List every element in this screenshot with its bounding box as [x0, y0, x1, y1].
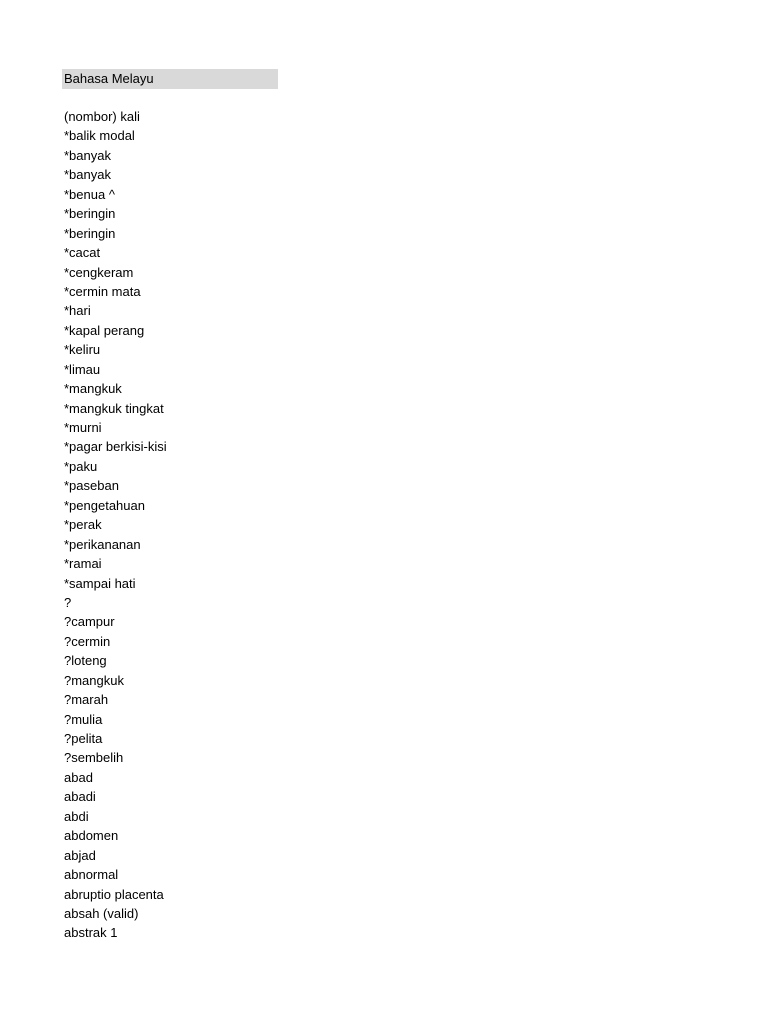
word-cell[interactable]: *beringin — [64, 225, 116, 241]
word-cell[interactable]: *mangkuk tingkat — [64, 400, 164, 416]
word-cell[interactable]: *perak — [64, 517, 102, 533]
word-cell[interactable]: *paku — [64, 458, 98, 474]
word-cell[interactable]: ?sembelih — [64, 750, 124, 766]
word-list — [64, 107, 167, 943]
word-cell[interactable]: abstrak 1 — [64, 925, 118, 941]
word-cell[interactable]: ?mangkuk — [64, 672, 124, 688]
word-cell[interactable]: *hari — [64, 303, 91, 319]
word-cell[interactable]: *banyak — [64, 147, 111, 163]
word-cell[interactable]: *mangkuk — [64, 381, 122, 397]
word-cell[interactable]: *cermin mata — [64, 283, 141, 299]
word-cell[interactable]: ? — [64, 594, 72, 610]
word-cell[interactable]: *kapal perang — [64, 322, 145, 338]
word-cell[interactable]: *paseban — [64, 478, 119, 494]
word-cell[interactable]: abjad — [64, 847, 96, 863]
word-cell[interactable]: *sampai hati — [64, 575, 136, 591]
word-cell[interactable]: *pagar berkisi-kisi — [64, 439, 167, 455]
word-cell[interactable]: *cengkeram — [64, 264, 134, 280]
word-cell[interactable]: *benua ^ — [64, 186, 115, 202]
word-cell[interactable]: abadi — [64, 789, 96, 805]
word-cell[interactable]: *banyak — [64, 167, 111, 183]
word-cell[interactable]: (nombor) kali — [64, 109, 140, 124]
word-cell[interactable]: *ramai — [64, 556, 102, 572]
word-cell[interactable]: *balik modal — [64, 128, 135, 144]
word-cell[interactable]: *cacat — [64, 245, 101, 261]
word-cell[interactable]: ?mulia — [64, 711, 103, 727]
word-cell[interactable]: abruptio placenta — [64, 886, 164, 902]
column-header-cell[interactable]: Bahasa Melayu — [62, 69, 278, 89]
word-cell[interactable]: *murni — [64, 420, 102, 435]
word-cell[interactable]: abdomen — [64, 828, 119, 844]
word-cell[interactable]: ?marah — [64, 692, 109, 708]
word-cell[interactable]: abdi — [64, 808, 89, 824]
word-cell[interactable]: ?campur — [64, 614, 115, 630]
word-cell[interactable]: ?loteng — [64, 653, 107, 669]
word-cell[interactable]: *limau — [64, 361, 101, 377]
word-cell[interactable]: *beringin — [64, 206, 116, 222]
word-cell[interactable]: abnormal — [64, 867, 119, 883]
word-cell[interactable]: *pengetahuan — [64, 497, 145, 513]
word-cell[interactable]: *perikananan — [64, 536, 141, 552]
word-cell[interactable]: absah (valid) — [64, 905, 139, 921]
word-cell[interactable]: ?cermin — [64, 633, 111, 649]
word-cell[interactable]: *keliru — [64, 342, 101, 358]
word-cell[interactable]: abad — [64, 769, 93, 785]
word-cell[interactable]: ?pelita — [64, 731, 103, 746]
